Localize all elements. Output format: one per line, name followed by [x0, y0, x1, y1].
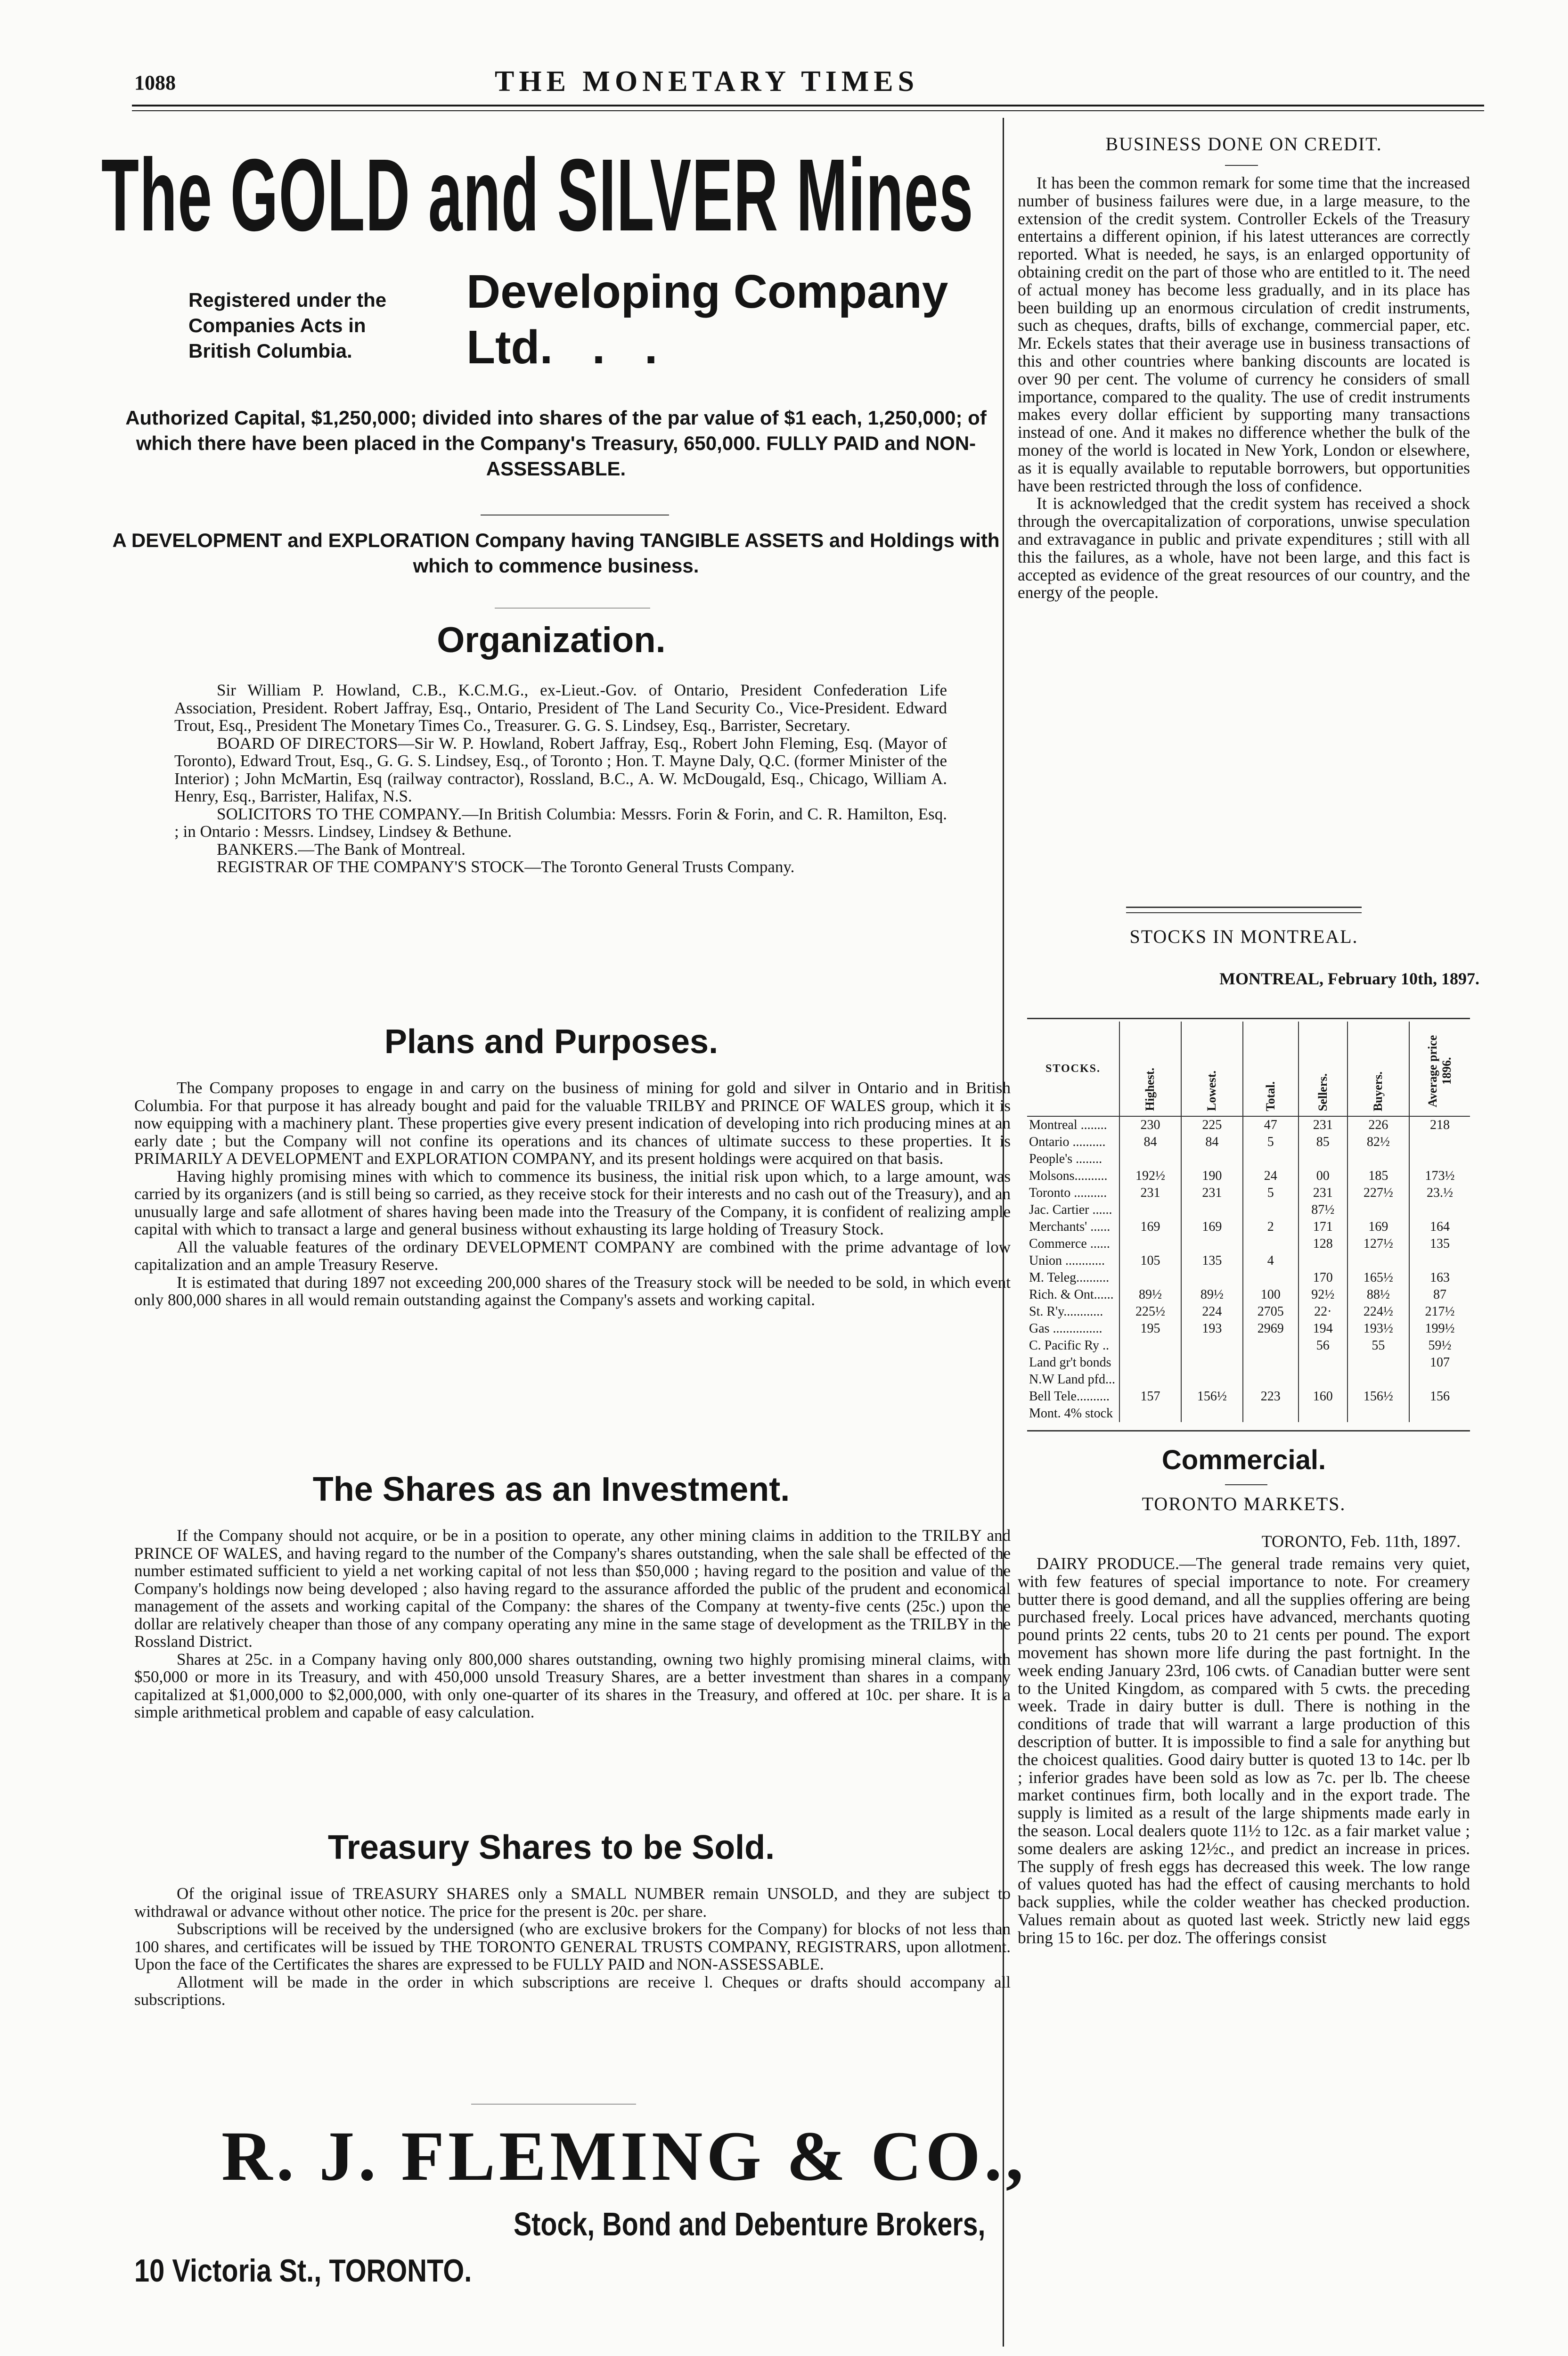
credit-text — [1018, 174, 1470, 602]
stocks-dateline: MONTREAL, February 10th, 1897. — [1219, 969, 1479, 988]
table-cell — [1298, 1151, 1348, 1168]
table-cell: 23.½ — [1409, 1185, 1470, 1202]
table-cell — [1181, 1235, 1243, 1252]
table-cell: 192½ — [1119, 1168, 1181, 1185]
stock-name: Commerce ...... — [1029, 1236, 1110, 1251]
table-cell — [1243, 1269, 1298, 1286]
table-cell: 169 — [1181, 1219, 1243, 1235]
registration-line: Registered under the — [188, 289, 387, 311]
table-cell: 105 — [1119, 1252, 1181, 1269]
table-cell: 163 — [1409, 1269, 1470, 1286]
table-cell: 227½ — [1348, 1185, 1409, 1202]
table-cell — [1409, 1151, 1470, 1168]
table-cell: 88½ — [1348, 1286, 1409, 1303]
table-cell — [1119, 1151, 1181, 1168]
table-cell: 47 — [1243, 1116, 1298, 1134]
paragraph: Having highly promising mines with which to commence its business, the initial risk upon which, to a large amount, was carried by its organizers (and is still being so carried, as they receive stock for their interests and no cash out of the Treasury), and an unusually large and safe allotment of shares having been made into the Treasury of the Company, it is confident of realizing ample capital with which to transact a large and general business without exhausting its large holding of Treasury Stock. — [134, 1167, 1011, 1238]
table-cell: 171 — [1298, 1219, 1348, 1235]
table-cell: 5 — [1243, 1185, 1298, 1202]
table-cell — [1181, 1269, 1243, 1286]
authorized-capital: Authorized Capital, $1,250,000; divided into shares of the par value of $1 each, 1,250,000; of which there have been placed in the Company's Treasury, 650,000. FULLY PAID and NON-ASSESSABLE. — [125, 407, 987, 480]
divider — [1126, 912, 1362, 913]
table-cell — [1119, 1269, 1181, 1286]
table-cell: 107 — [1409, 1354, 1470, 1371]
table-cell: 55 — [1348, 1337, 1409, 1354]
table-cell: 127½ — [1348, 1235, 1409, 1252]
markets-dateline: TORONTO, Feb. 11th, 1897. — [1261, 1532, 1461, 1551]
table-cell: 224½ — [1348, 1303, 1409, 1320]
company-name — [466, 264, 1004, 375]
table-cell: 156½ — [1348, 1388, 1409, 1405]
markets-heading: TORONTO MARKETS. — [1142, 1493, 1346, 1514]
table-cell: 226 — [1348, 1116, 1409, 1134]
divider — [1225, 165, 1258, 166]
table-cell: 224 — [1181, 1303, 1243, 1320]
table-cell — [1243, 1337, 1298, 1354]
stock-name: Merchants' ...... — [1029, 1219, 1111, 1234]
table-cell — [1348, 1354, 1409, 1371]
stock-name: M. Teleg.......... — [1029, 1270, 1110, 1285]
table-cell — [1409, 1252, 1470, 1269]
table-cell: 128 — [1298, 1235, 1348, 1252]
table-cell: 164 — [1409, 1219, 1470, 1235]
paragraph: Of the original issue of TREASURY SHARES only a SMALL NUMBER remain UNSOLD, and they are subject to withdrawal or advance without other notice. The price for the present is 20c. per share. — [134, 1884, 1011, 1921]
masthead: THE MONETARY TIMES — [495, 65, 919, 98]
table-cell: 89½ — [1181, 1286, 1243, 1303]
table-row — [1027, 1337, 1470, 1354]
table-cell: 173½ — [1409, 1168, 1470, 1185]
organization-heading: Organization. — [437, 620, 666, 660]
table-header-row — [1027, 1022, 1470, 1116]
paragraph: All the valuable features of the ordinary DEVELOPMENT COMPANY are combined with the prime advantage of low capitalization and an ample Treasury Reserve. — [134, 1237, 1011, 1274]
table-cell: 169 — [1119, 1219, 1181, 1235]
table-cell — [1409, 1405, 1470, 1422]
table-cell: 135 — [1409, 1235, 1470, 1252]
table-cell — [1119, 1202, 1181, 1219]
table-row — [1027, 1371, 1470, 1388]
table-cell — [1298, 1371, 1348, 1388]
stock-name: Montreal ........ — [1029, 1118, 1107, 1132]
stock-name: People's ........ — [1029, 1152, 1102, 1166]
paragraph-text: —The general trade remains very quiet, with few features of special importance to note. For creamery butter there is good demand, and all the supplies offering are being purchased freely. Local prices have advanced, merchants quoting pound prints 22 cents, tubs 20 to 21 cents per pound. The export movement has shown more life during the past fortnight. In the week ending January 23rd, 106 cwts. of Canadian butter were sent to the United Kingdom, as compared with 5 cwts. the preceding week. Trade in dairy butter is dull. There is nothing in the conditions of trade that will warrant a large production of this description of butter. It is impossible to find a sale for anything but the choicest qualities. Good dairy butter is quoted 13 to 14c. per lb ; inferior grades have been sold as low as 7c. per lb. The cheese market continues firm, both locally and in the export trade. The supply is limited as a result of the large shipments made early in the season. Local dealers quote 11½ to 12c. as a fair market value ; some dealers are asking 12½c., and predict an increase in prices. The supply of fresh eggs has decreased this week. The low range of values quoted has had the effect of causing merchants to hold back supplies, while the colder weather has checked production. Values remain about as quoted last week. Strictly new laid eggs bring 15 to 16c. per doz. The offerings consist — [1018, 1554, 1470, 1947]
paragraph: It is estimated that during 1897 not exceeding 200,000 shares of the Treasury stock will be needed to be sold, in which event only 800,000 shares in all would remain outstanding against the Company's assets and working capital. — [134, 1273, 1011, 1309]
table-cell — [1409, 1202, 1470, 1219]
table-cell: 84 — [1119, 1134, 1181, 1151]
stock-name: Toronto .......... — [1029, 1186, 1107, 1200]
table-cell — [1409, 1134, 1470, 1151]
divider — [1126, 907, 1362, 908]
stock-name: Jac. Cartier ...... — [1029, 1203, 1112, 1217]
paragraph: Allotment will be made in the order in which subscriptions are receive l. Cheques or drafts should accompany all subscriptions. — [134, 1972, 1011, 2009]
column-header — [1409, 1022, 1470, 1116]
table-cell: 56 — [1298, 1337, 1348, 1354]
stock-name: Union ............ — [1029, 1253, 1105, 1268]
table-row — [1027, 1388, 1470, 1405]
table-cell: 225 — [1181, 1116, 1243, 1134]
credit-heading: BUSINESS DONE ON CREDIT. — [1105, 133, 1382, 155]
table-row — [1027, 1303, 1470, 1320]
table-cell — [1243, 1235, 1298, 1252]
table-cell: 84 — [1181, 1134, 1243, 1151]
stock-name: Mont. 4% stock — [1029, 1406, 1113, 1421]
table-cell: 190 — [1181, 1168, 1243, 1185]
column-header-label: Highest. — [1143, 1068, 1157, 1111]
commercial-heading: Commercial. — [1161, 1445, 1326, 1475]
table-cell — [1119, 1337, 1181, 1354]
treasury-heading: Treasury Shares to be Sold. — [327, 1829, 775, 1866]
table-cell: 00 — [1298, 1168, 1348, 1185]
plans-heading: Plans and Purposes. — [384, 1023, 719, 1061]
investment-text — [134, 1527, 1011, 1721]
table-cell: 2705 — [1243, 1303, 1298, 1320]
company-name-line: Ltd. . . — [466, 321, 658, 374]
table-cell: 89½ — [1119, 1286, 1181, 1303]
table-cell: 231 — [1298, 1185, 1348, 1202]
table-cell — [1348, 1371, 1409, 1388]
table-cell — [1119, 1371, 1181, 1388]
stock-name: St. R'y............ — [1029, 1304, 1103, 1319]
table-cell — [1243, 1405, 1298, 1422]
table-cell: 2969 — [1243, 1320, 1298, 1337]
table-cell: 170 — [1298, 1269, 1348, 1286]
table-cell — [1181, 1371, 1243, 1388]
table-row — [1027, 1320, 1470, 1337]
table-row — [1027, 1185, 1470, 1202]
table-cell — [1348, 1405, 1409, 1422]
table-cell: 217½ — [1409, 1303, 1470, 1320]
table-cell: 5 — [1243, 1134, 1298, 1151]
table-row — [1027, 1405, 1470, 1422]
registration-line: British Columbia. — [188, 340, 352, 362]
stock-name: Bell Tele.......... — [1029, 1389, 1110, 1404]
table-cell — [1119, 1405, 1181, 1422]
table-cell: 100 — [1243, 1286, 1298, 1303]
table-cell: 156 — [1409, 1388, 1470, 1405]
table-cell — [1243, 1202, 1298, 1219]
column-header — [1181, 1022, 1243, 1116]
table-cell: 195 — [1119, 1320, 1181, 1337]
table-cell: 85 — [1298, 1134, 1348, 1151]
table-cell — [1243, 1151, 1298, 1168]
broker-name: R. J. FLEMING & CO., — [221, 2117, 1027, 2195]
stocks-heading: STOCKS IN MONTREAL. — [1129, 926, 1358, 947]
investment-heading: The Shares as an Investment. — [312, 1471, 790, 1508]
table-cell — [1298, 1252, 1348, 1269]
stock-name: C. Pacific Ry .. — [1029, 1338, 1109, 1353]
table-cell: 230 — [1119, 1116, 1181, 1134]
plans-text — [134, 1079, 1011, 1309]
column-header-label: Average price 1896. — [1425, 1035, 1454, 1107]
paragraph: It has been the common remark for some time that the increased number of business failures were due, in a large measure, to the extension of the credit system. Controller Eckels of the Treasury entertains a different opinion, if his latest utterances are correctly reported. What is needed, he says, is an enlarged opportunity of obtaining credit on the part of those who are entitled to it. The need of actual money has become less gradually, and in its place has been building up an enormous circulation of credit instruments, such as cheques, drafts, bills of exchange, commercial paper, etc. Mr. Eckels states that their average use in business transactions of this and other countries where banking discounts are located is over 90 per cent. The volume of currency he considers of small importance, compared to the quality. The use of credit instruments makes every dollar efficient by supporting many transactions instead of one. And it makes no difference whether the bulk of the money of the world is located in New York, London or elsewhere, as it is equally available to reputable borrowers, but opportunities have been restricted through the loss of confidence. — [1018, 173, 1470, 495]
paragraph — [1018, 1555, 1470, 1947]
company-name-line: Developing Company — [466, 265, 948, 318]
table-row — [1027, 1219, 1470, 1235]
table-cell — [1243, 1354, 1298, 1371]
divider — [1225, 1484, 1267, 1485]
table-cell: 2 — [1243, 1219, 1298, 1235]
table-cell: 169 — [1348, 1219, 1409, 1235]
paragraph: Sir William P. Howland, C.B., K.C.M.G., ex-Lieut.-Gov. of Ontario, President Confederation Life Association, President. Robert Jaffray, Esq., Ontario, President of The Land Security Co., Vice-President. Edward Trout, Esq., President The Monetary Times Co., Treasurer. G. G. S. Lindsey, Esq., Barrister, Secretary. — [174, 681, 947, 735]
table-row — [1027, 1116, 1470, 1134]
table-row — [1027, 1269, 1470, 1286]
table-cell — [1298, 1405, 1348, 1422]
treasury-text — [134, 1885, 1011, 2009]
paragraph: SOLICITORS TO THE COMPANY.—In British Columbia: Messrs. Forin & Forin, and C. R. Hamilton, Esq. ; in Ontario : Messrs. Lindsey, Lindsey & Bethune. — [174, 804, 947, 841]
table-cell: 231 — [1119, 1185, 1181, 1202]
stock-name: Ontario .......... — [1029, 1135, 1106, 1149]
table-cell — [1181, 1337, 1243, 1354]
table-cell: 165½ — [1348, 1269, 1409, 1286]
table-cell — [1119, 1235, 1181, 1252]
table-rule — [1027, 1018, 1470, 1019]
broker-address: 10 Victoria St., TORONTO. — [134, 2253, 472, 2289]
table-cell: 223 — [1243, 1388, 1298, 1405]
table-cell: 193½ — [1348, 1320, 1409, 1337]
table-cell — [1119, 1354, 1181, 1371]
table-row — [1027, 1286, 1470, 1303]
development-statement: A DEVELOPMENT and EXPLORATION Company having TANGIBLE ASSETS and Holdings with which to commence business. — [112, 529, 1000, 577]
table-row — [1027, 1202, 1470, 1219]
table-cell: 92½ — [1298, 1286, 1348, 1303]
table-cell: 218 — [1409, 1116, 1470, 1134]
table-cell: 24 — [1243, 1168, 1298, 1185]
paragraph: The Company proposes to engage in and carry on the business of mining for gold and silver in Ontario and in British Columbia. For that purpose it has already bought and paid for the valuable TRILBY and PRINCE OF WALES group, which it is now equipping with a machinery plant. These properties give every present indication of developing into rich producing mines at an early date ; but the Company will not confine its operations and its chances of ultimate success to these properties. It is PRIMARILY A DEVELOPMENT and EXPLORATION COMPANY, and its present holdings were acquired on that basis. — [134, 1079, 1011, 1168]
registration-line: Companies Acts in — [188, 314, 366, 336]
stock-name: N.W Land pfd... — [1029, 1372, 1115, 1387]
table-row — [1027, 1252, 1470, 1269]
column-header-label: Sellers. — [1315, 1073, 1330, 1111]
table-cell: 225½ — [1119, 1303, 1181, 1320]
table-cell — [1348, 1151, 1409, 1168]
table-cell: 193 — [1181, 1320, 1243, 1337]
table-rule — [1027, 1430, 1470, 1432]
table-cell: 231 — [1181, 1185, 1243, 1202]
ad-headline: The GOLD and SILVER Mines — [101, 138, 974, 253]
registration-note — [188, 287, 452, 364]
table-cell: 87 — [1409, 1286, 1470, 1303]
column-header — [1348, 1022, 1409, 1116]
column-header — [1298, 1022, 1348, 1116]
paragraph: BANKERS.—The Bank of Montreal. — [217, 840, 466, 859]
organization-text — [174, 681, 947, 876]
table-row — [1027, 1151, 1470, 1168]
page-number: 1088 — [134, 71, 176, 94]
paragraph: If the Company should not acquire, or be in a position to operate, any other mining claims in addition to the TRILBY and PRINCE OF WALES, and having regard to the number of the Company's shares outstanding, when the sale shall be effected of the number estimated sufficient to yield a net working capital of not less than $50,000 ; having regard to the position and value of the Company's holdings now being developed ; also having regard to the assurance afforded the public of the prudent and economical management of the assets and working capital of the Company: the shares of the Company at twenty-five cents (25c.) upon the dollar are relatively cheaper than those of any company operating any mine in the same stage of development as the TRILBY in the Rossland District. — [134, 1526, 1011, 1651]
column-header — [1119, 1022, 1181, 1116]
table-cell: 157 — [1119, 1388, 1181, 1405]
markets-text — [1018, 1555, 1470, 1947]
table-cell: 231 — [1298, 1116, 1348, 1134]
header-rule — [132, 105, 1484, 106]
table-cell — [1181, 1354, 1243, 1371]
table-cell — [1298, 1354, 1348, 1371]
table-cell — [1348, 1202, 1409, 1219]
column-header: STOCKS. — [1045, 1062, 1101, 1075]
table-row — [1027, 1235, 1470, 1252]
stock-name: Molsons.......... — [1029, 1169, 1108, 1183]
table-cell: 135 — [1181, 1252, 1243, 1269]
column-header-label: Lowest. — [1205, 1071, 1219, 1111]
table-cell — [1348, 1252, 1409, 1269]
table-cell: 59½ — [1409, 1337, 1470, 1354]
broker-description: Stock, Bond and Debenture Brokers, — [514, 2206, 986, 2242]
table-row — [1027, 1168, 1470, 1185]
header-rule-thin — [132, 110, 1484, 111]
table-cell — [1409, 1371, 1470, 1388]
paragraph: BOARD OF DIRECTORS—Sir W. P. Howland, Robert Jaffray, Esq., Robert John Fleming, Esq. (Mayor of Toronto), Edward Trout, Esq., G. G. S. Lindsey, Esq., of Toronto ; Hon. T. Mayne Daly, Q.C. (former Minister of the Interior) ; John McMartin, Esq (railway contractor), Rossland, B.C., A. W. McDougald, Esq., Chicago, William A. Henry, Esq., Barrister, Halifax, N.S. — [174, 734, 947, 805]
stock-name: Gas ............... — [1029, 1321, 1102, 1336]
table-cell: 199½ — [1409, 1320, 1470, 1337]
stock-name: Land gr't bonds — [1029, 1355, 1111, 1370]
column-header-label: Buyers. — [1371, 1071, 1385, 1111]
table-cell — [1243, 1371, 1298, 1388]
lead-in: DAIRY PRODUCE. — [1037, 1554, 1179, 1573]
table-cell: 4 — [1243, 1252, 1298, 1269]
paragraph: Subscriptions will be received by the undersigned (who are exclusive brokers for the Company) for blocks of not less than 100 shares, and certificates will be issued by THE TORONTO GENERAL TRUSTS COMPANY, REGISTRARS, upon allotment. Upon the face of the Certificates the shares are expressed to be FULLY PAID and NON-ASSESSABLE. — [134, 1920, 1011, 1973]
table-cell — [1181, 1151, 1243, 1168]
table-cell — [1181, 1405, 1243, 1422]
stocks-table — [1027, 1022, 1470, 1422]
stock-name: Rich. & Ont...... — [1029, 1287, 1114, 1302]
table-cell: 22· — [1298, 1303, 1348, 1320]
table-cell: 87½ — [1298, 1202, 1348, 1219]
table-cell: 156½ — [1181, 1388, 1243, 1405]
table-cell: 82½ — [1348, 1134, 1409, 1151]
table-cell — [1181, 1202, 1243, 1219]
table-row — [1027, 1354, 1470, 1371]
table-cell: 160 — [1298, 1388, 1348, 1405]
paragraph: It is acknowledged that the credit system has received a shock through the overcapitalization of corporations, unwise speculation and extravagance in public and private expenditures ; still with all this the failures, as a whole, have not been large, and this fact is accepted as evidence of the great resources of our country, and the energy of the people. — [1018, 494, 1470, 602]
paragraph: REGISTRAR OF THE COMPANY'S STOCK—The Toronto General Trusts Company. — [217, 858, 795, 876]
column-header — [1243, 1022, 1298, 1116]
table-cell: 185 — [1348, 1168, 1409, 1185]
paragraph: Shares at 25c. in a Company having only 800,000 shares outstanding, owning two highly promising mineral claims, with $50,000 or more in its Treasury, and with 450,000 unsold Treasury Shares, are a better investment than shares in a company capitalized at $1,000,000 to $2,000,000, with only one-quarter of its shares in the Treasury, and offered at 10c. per share. It is a simple arithmetical problem and capable of easy calculation. — [134, 1650, 1011, 1721]
table-row — [1027, 1134, 1470, 1151]
column-header-label: Total. — [1263, 1081, 1277, 1111]
table-cell: 194 — [1298, 1320, 1348, 1337]
